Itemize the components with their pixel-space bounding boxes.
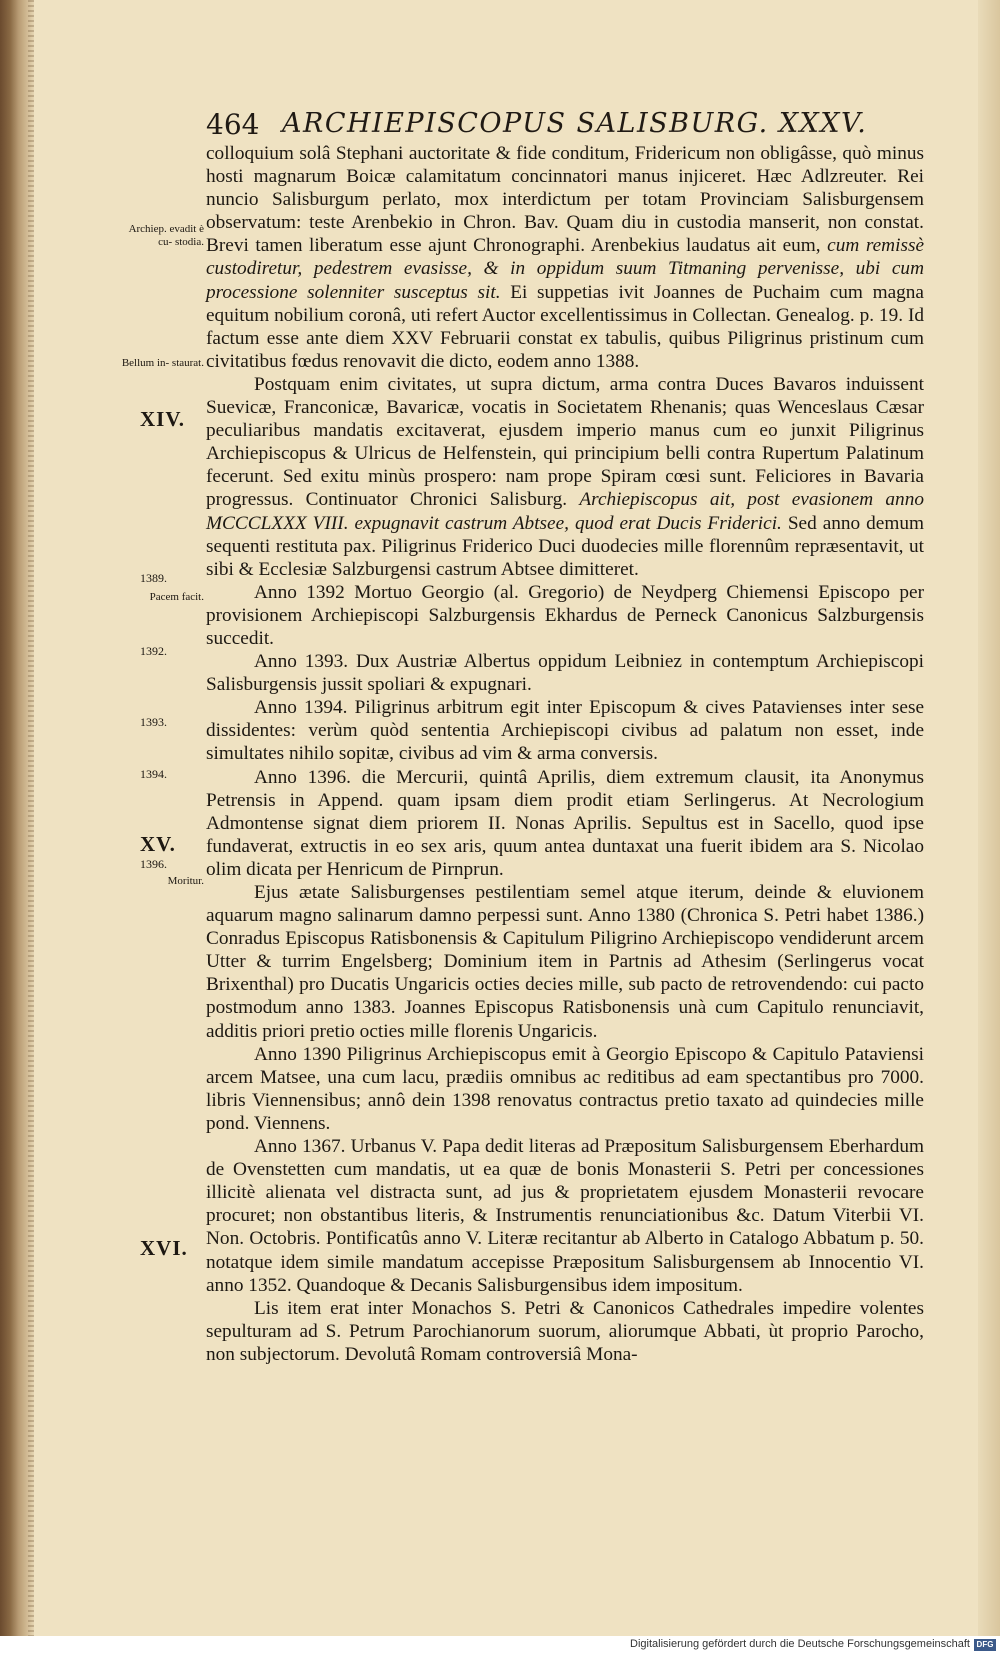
- paragraph: Anno 1393. Dux Austriæ Albertus oppidum Leibniez in contemptum Archiepiscopi Salisburgensis jussit spoliari & expugnari.: [206, 651, 924, 696]
- margin-year-1396: 1396.: [140, 857, 167, 871]
- page-header: [206, 108, 886, 144]
- section-number-xvi: XVI.: [140, 1236, 188, 1260]
- paragraph: Anno 1396. die Mercurii, quintâ Aprilis, diem extremum clausit, ita Anonymus Petrensis in Append. quam ipsam diem prodit etiam Serlingerus. At Necrologium Admontense signat diem priorem II. Nonas Aprilis. Sepultus est in Sacello, quod ipse fundaverat, extructis in eo sex aris, quum antea duntaxat una fuerit ibidem ara S. Nicolao olim dicata per Henricum de Pirnprun.: [206, 766, 924, 880]
- paragraph: Lis item erat inter Monachos S. Petri & Canonicos Cathedrales impedire volentes sepulturam ad S. Petrum Parochianorum suorum, aliorumque Abbati, ùt proprio Parocho, non subjectorum. Devolutâ Romam controversiâ Mona-: [206, 1297, 924, 1365]
- paragraph: Postquam enim civitates, ut supra dictum, arma contra Duces Bavaros induissent Suevicæ, Franconicæ, Bavaricæ, vocatis in Societatem Rhenanis; quas Wenceslaus Cæsar peculiaribus mandatis excitaverat, ejusdem imperio manus cum eo junxit Piligrinus Archiepiscopus & Ulricus de Helfenstein, qui principium belli contra Rupertum Palatinum fecerunt. Sed exitu minùs prospero: nam prope Spiram cœsi sunt. Feliciores in Bavaria progressus. Continuator Chronici Salisburg. Archiepiscopus ait, post evasionem anno MCCCLXXX VIII. expugnavit castrum Abtsee, quod erat Ducis Friderici. Sed anno demum sequenti restituta pax. Piligrinus Friderico Duci duodecies mille florennûm repræsentavit, ut sibi & Ecclesiæ Salzburgensi castrum Abtsee dimitteret.: [206, 373, 924, 580]
- page-edge: [978, 0, 1000, 1636]
- bleed-through-text: [154, 144, 157, 157]
- running-title: ARCHIEPISCOPUS SALISBURG. XXXV.: [282, 108, 868, 139]
- margin-note-moritur: Moritur.: [167, 875, 204, 887]
- margin-year-1392: 1392.: [140, 644, 167, 658]
- margin-note-bellum: Bellum in- staurat.: [121, 357, 204, 369]
- margin-year-1394: 1394.: [140, 767, 167, 781]
- paragraph: Anno 1392 Mortuo Georgio (al. Gregorio) de Neydperg Chiemensi Episcopo per provisionem Archiepiscopi Salzburgensis Ekhardus de Perneck Canonicus Salzburgensis succedit.: [206, 581, 924, 649]
- section-number-xv: XV.: [140, 832, 176, 856]
- margin-column: [112, 0, 204, 1500]
- paragraph: Ejus ætate Salisburgenses pestilentiam semel atque iterum, deinde & eluvionem aquarum magno salinarum damno perpessi sunt. Anno 1380 (Chronica S. Petri habet 1386.) Conradus Episcopus Ratisbonensis & Capitulum Piligrino Archiepiscopo vendiderunt arcem Utter & turrim Engelsberg; Dominium item in Partnis ad Athesim (Serlingerus vocat Brixenthal) pro Ducatis Ungaricis octies decies mille, sub pacto de retrovendendo: cui pacto postmodum anno 1383. Joannes Episcopus Ratisbonensis unà cum Capitulo renunciavit, additis priori pretio octies mille florenis Ungaricis.: [206, 882, 924, 1042]
- body-text: [206, 142, 924, 1366]
- margin-year-1389: 1389.: [140, 571, 167, 585]
- footer-bar: [0, 1636, 1000, 1656]
- section-number-xiv: XIV.: [140, 407, 186, 431]
- digitization-credit: Digitalisierung gefördert durch die Deutsche Forschungsgemeinschaft: [630, 1638, 970, 1650]
- margin-note-pacem: Pacem facit.: [149, 591, 204, 603]
- book-binding: [0, 0, 34, 1636]
- paragraph: Anno 1367. Urbanus V. Papa dedit literas ad Præpositum Salisburgensem Eberhardum de Ovenstetten cum mandatis, ut ea quæ de bonis Monasterii S. Petri per concessiones illicitè alienata vel distracta sunt, ad jus & proprietatem ejusdem Monasterii revocare procuret; non obstantibus literis, & Instrumentis renunciationibus &c. Datum Viterbii VI. Non. Octobris. Pontificatûs anno V. Literæ recitantur ab Alberto in Catalogo Abbatum p. 50. notatque idem simile mandatum accepisse Præpositum Salisburgensem ab Innocentio VI. anno 1352. Quandoque & Decanis Salisburgensibus idem impositum.: [206, 1136, 924, 1296]
- margin-year-1393: 1393.: [140, 715, 167, 729]
- paragraph: colloquium solâ Stephani auctoritate & fide conditum, Fridericum non obligâsse, quò minus hosti magnarum Boicæ calamitatum concinnatori manus injiceret. Hæc Adlzreuter. Rei nuncio Salisburgum perlato, mox interdictum per totam Provinciam Salisburgensem observatum: teste Arenbekio in Chron. Bav. Quam diu in custodia manserit, non constat. Brevi tamen liberatum esse ajunt Chronographi. Arenbekius laudatus ait eum, cum remissè custodiretur, pedestrem evasisse, & in oppidum suum Titmaning pervenisse, ubi cum processione solenniter susceptus sit. Ei suppetias ivit Joannes de Puchaim cum magna equitum nobilium coronâ, uti refert Auctor excellentissimus in Collectan. Genealog. p. 19. Id factum esse ante diem XXV Februarii constat ex tabulis, quibus Piligrinus pristinum cum civitatibus fœdus renovavit die dicto, eodem anno 1388.: [206, 143, 925, 372]
- paragraph: Anno 1390 Piligrinus Archiepiscopus emit à Georgio Episcopo & Capitulo Pataviensi arcem Matsee, una cum lacu, prædiis omnibus ac reditibus ad eam spectantibus pro 7000. libris Viennensibus; annô dein 1398 renovatus contractus pretio taxato ad quindecies mille pond. Viennens.: [206, 1043, 924, 1134]
- dfg-logo-icon: DFG: [974, 1639, 996, 1651]
- page-number: 464: [206, 108, 260, 141]
- margin-note-evadit: Archiep. evadit è cu- stodia.: [128, 223, 204, 248]
- paragraph: Anno 1394. Piligrinus arbitrum egit inter Episcopum & cives Patavienses inter sese dissidentes: verùm quòd sententia Archiepiscopi civibus ad palatum non esset, inde simultates nihilo sopitæ, civibus ad vim & arma conversis.: [206, 697, 924, 765]
